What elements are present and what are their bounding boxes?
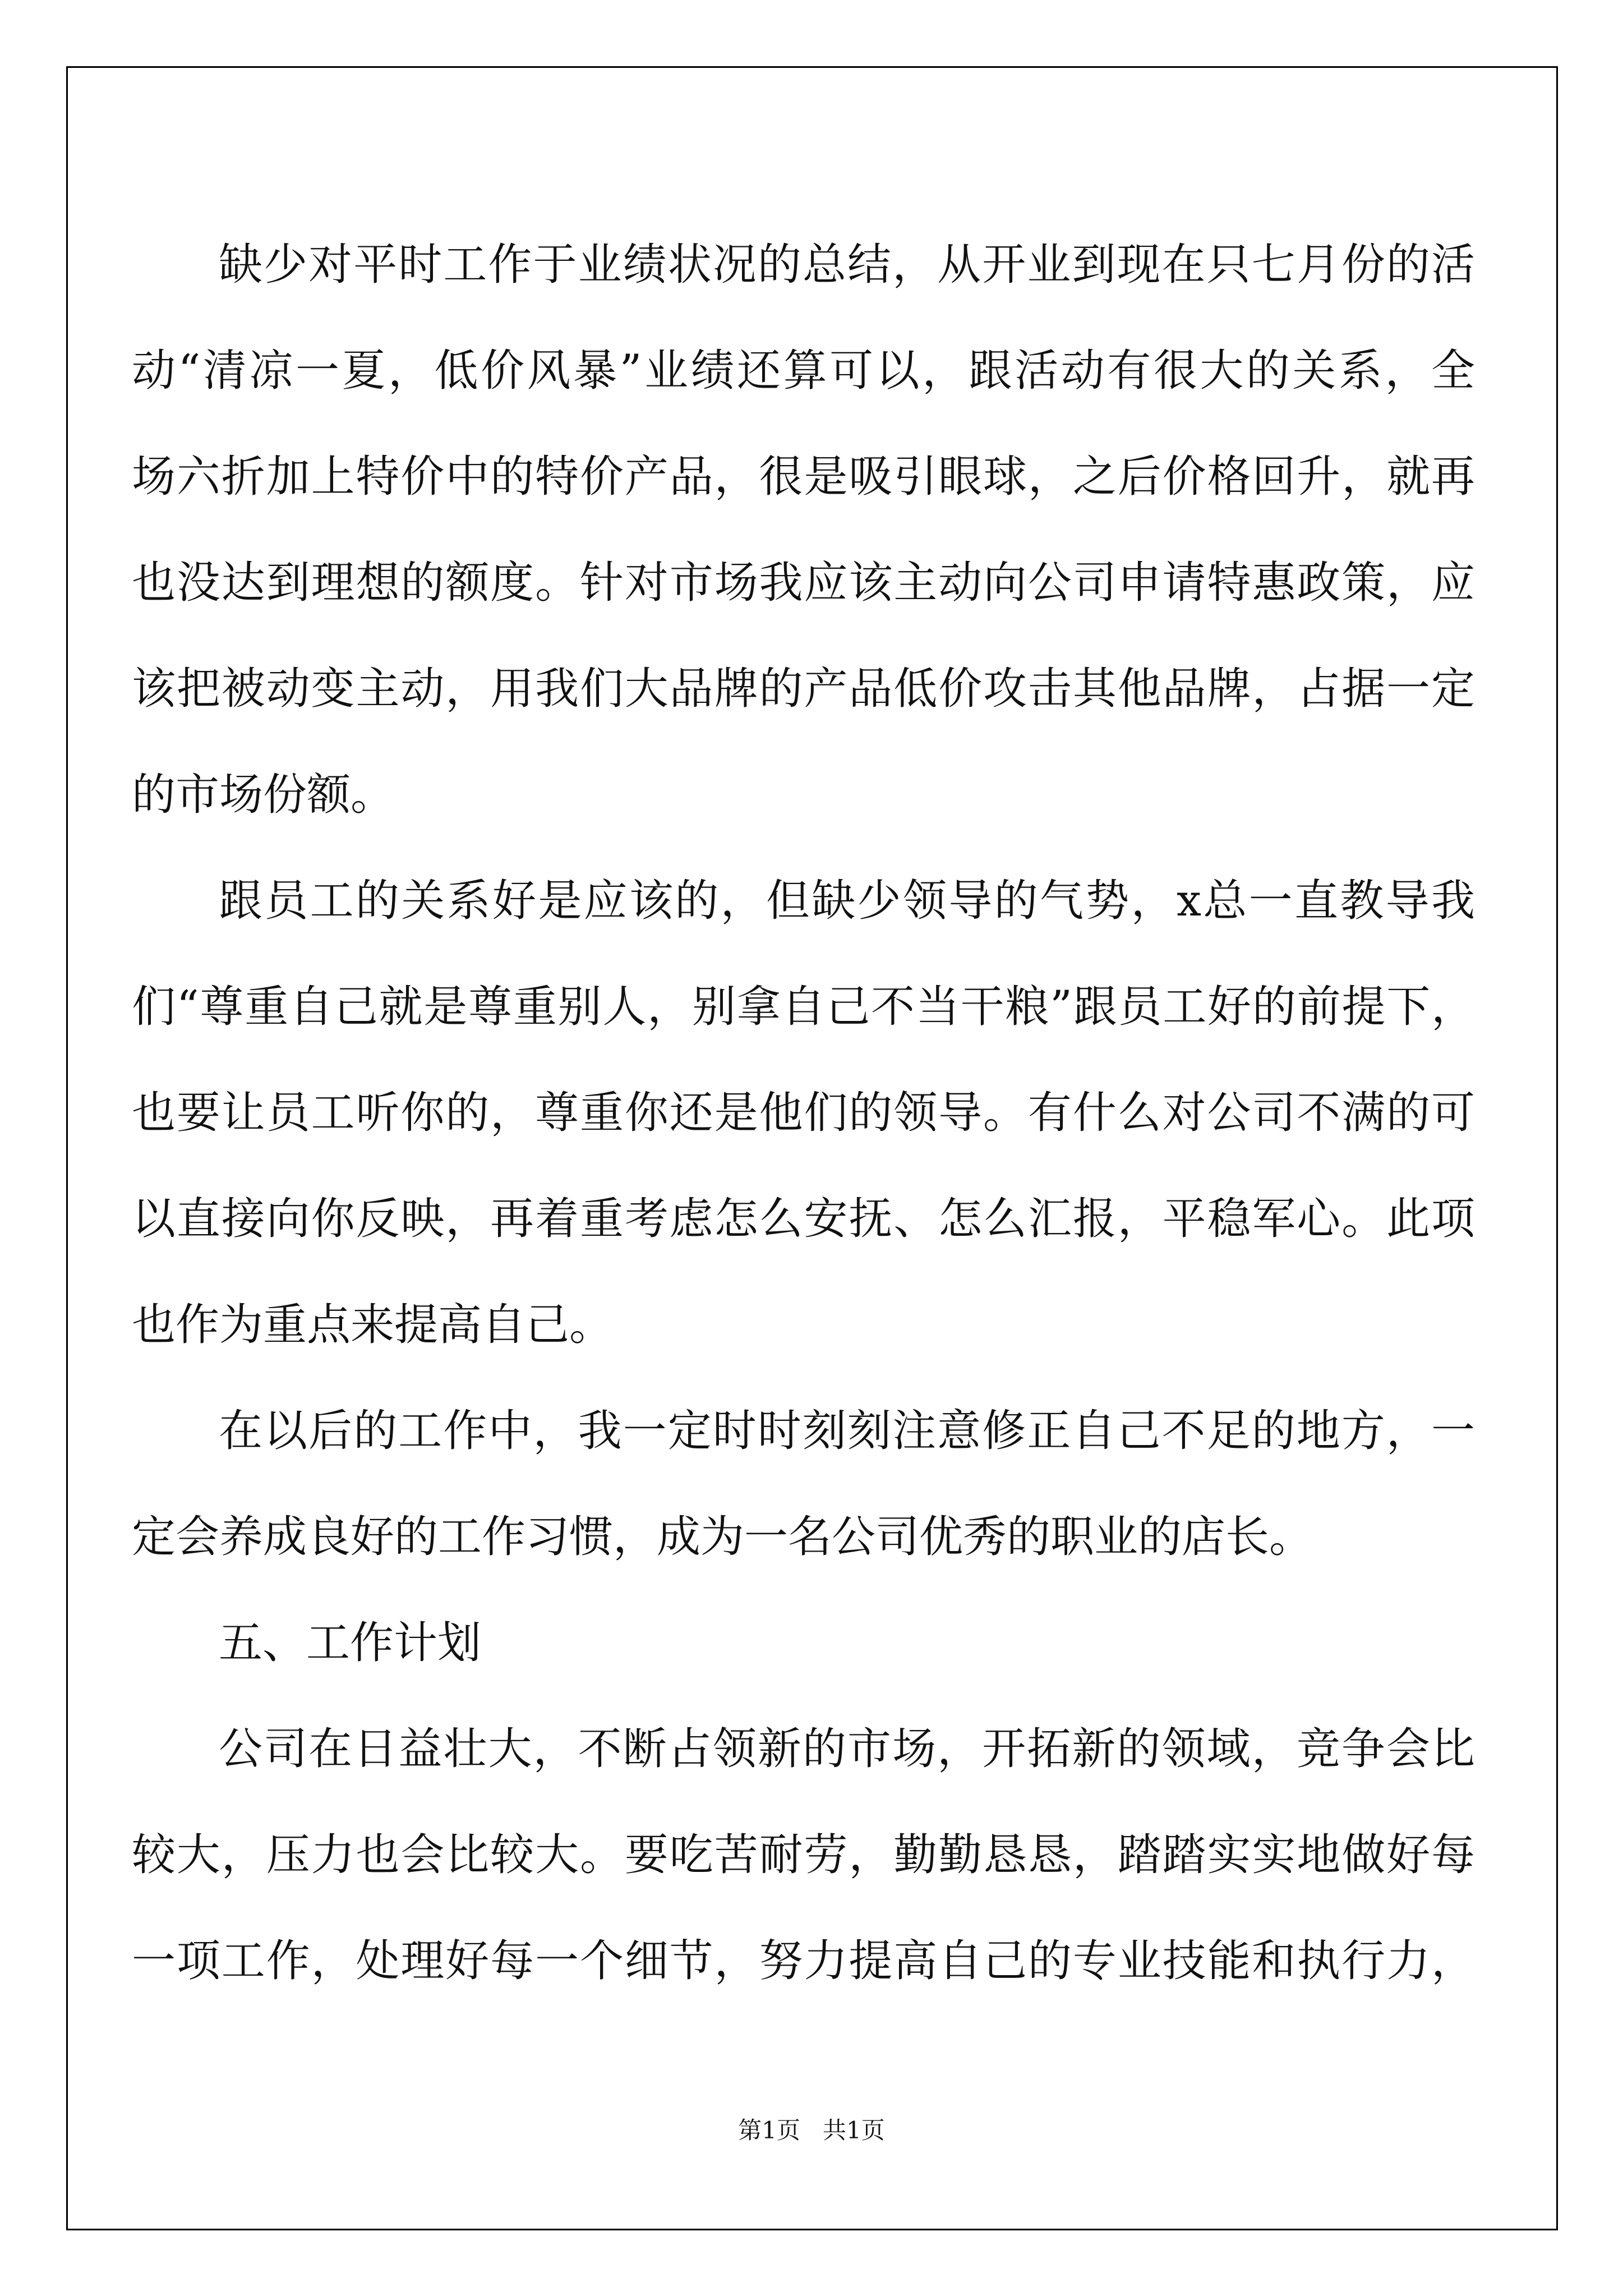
paragraph-line: 一项工作，处理好每一个细节，努力提高自己的专业技能和执行力，	[132, 1936, 1475, 1986]
page-number-footer: 第1页 共1页	[738, 2116, 885, 2144]
paragraph-line: 场六折加上特价中的特价产品，很是吸引眼球，之后价格回升，就再	[132, 452, 1475, 502]
paragraph-line: 该把被动变主动，用我们大品牌的产品低价攻击其他品牌，占据一定	[132, 664, 1475, 714]
paragraph-line: 们“尊重自己就是尊重别人，别拿自己不当干粮”跟员工好的前提下，	[132, 982, 1475, 1032]
paragraph-line: 以直接向你反映，再着重考虑怎么安抚、怎么汇报，平稳军心。此项	[132, 1194, 1475, 1244]
paragraph-line: 定会养成良好的工作习惯，成为一名公司优秀的职业的店长。	[132, 1512, 1313, 1562]
paragraph-line: 较大，压力也会比较大。要吃苦耐劳，勤勤恳恳，踏踏实实地做好每	[132, 1830, 1475, 1880]
paragraph-line: 在以后的工作中，我一定时时刻刻注意修正自己不足的地方，一	[219, 1406, 1475, 1456]
paragraph-line: 公司在日益壮大，不断占领新的市场，开拓新的领域，竞争会比	[219, 1724, 1475, 1774]
paragraph-line: 动“清凉一夏，低价风暴”业绩还算可以，跟活动有很大的关系，全	[132, 346, 1475, 396]
paragraph-line: 跟员工的关系好是应该的，但缺少领导的气势，x总一直教导我	[219, 876, 1475, 926]
paragraph-line: 也没达到理想的额度。针对市场我应该主动向公司申请特惠政策，应	[132, 558, 1475, 608]
section-heading: 五、工作计划	[219, 1618, 482, 1668]
paragraph-line: 也作为重点来提高自己。	[132, 1300, 614, 1350]
paragraph-line: 缺少对平时工作于业绩状况的总结，从开业到现在只七月份的活	[219, 240, 1475, 290]
paragraph-line: 的市场份额。	[132, 770, 395, 820]
document-body	[132, 212, 1475, 2014]
paragraph-line: 也要让员工听你的，尊重你还是他们的领导。有什么对公司不满的可	[132, 1088, 1475, 1138]
